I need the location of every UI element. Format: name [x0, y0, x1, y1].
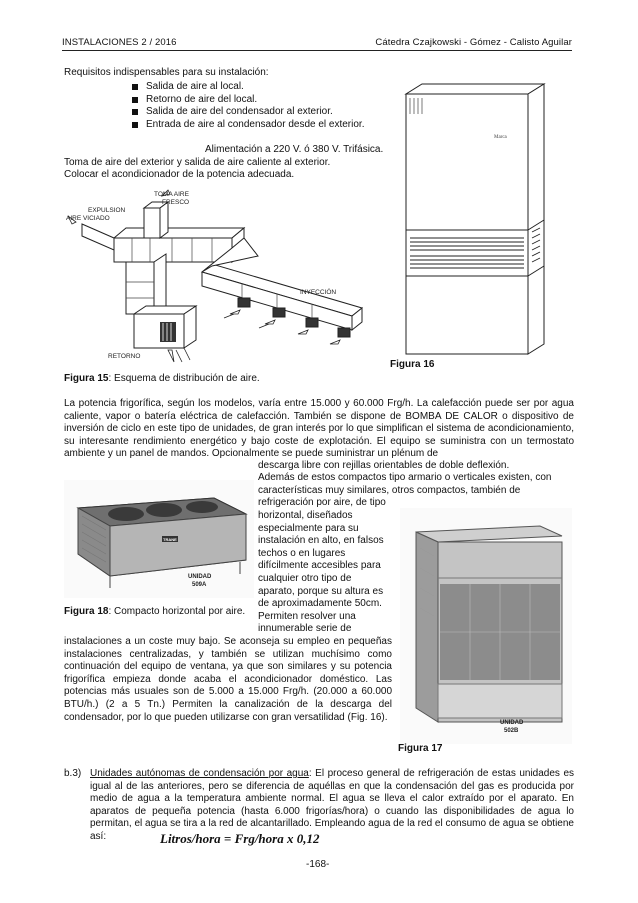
- requirements-list: [128, 81, 386, 131]
- requirements-line-2: Colocar el acondicionador de la potencia adecuada.: [64, 169, 295, 180]
- page-number: -168-: [306, 859, 330, 870]
- figure-18-caption: [64, 606, 245, 619]
- figure-15-duct-diagram: [62, 186, 387, 368]
- cabinet-brand-label: Marca: [494, 135, 507, 140]
- running-header-right: Cátedra Czajkowski - Gómez - Calisto Aguilar: [375, 37, 572, 48]
- paragraph-potencia-end: descarga libre con rejillas orientables de doble deflexión.: [258, 460, 510, 471]
- requirement-item: Retorno de aire del local.: [128, 94, 386, 107]
- header-rule: [62, 50, 572, 51]
- paragraph-column-line: cualquier otro tipo de: [258, 572, 352, 584]
- unit-509a-label-line2: 509A: [192, 582, 207, 588]
- paragraph-column-line: aparato, porque su altura es: [258, 585, 384, 597]
- paragraph-compactos-line: Además de estos compactos tipo armario o verticales existen, con: [258, 472, 552, 483]
- figure-16-caption: Figura 16: [390, 359, 435, 370]
- section-b3-title: Unidades autónomas de condensación por agua: [90, 768, 309, 779]
- section-b3-text: : El proceso general de refrigeración de estas unidades es igual al de las anteriores, pero se diferencia de aquéllas en que la condensación del gas es producida por medio de agua a la temperatura ambiente normal. El agua se lleva el calor extraído por el aparato. En aparatos de pequeña potencia (hasta 6.000 frigorías/hora) o cuando las disponibilidades de agua lo permitan, el agua se tira a la red de alcantarillado. Empleando agua de la red el consumo de agua se obtiene así:: [90, 768, 575, 842]
- running-header-left: INSTALACIONES 2 / 2016: [62, 37, 177, 48]
- water-consumption-formula: Litros/hora = Frg/hora x 0,12: [160, 831, 320, 846]
- section-b3-number: b.3): [64, 768, 82, 779]
- paragraph-column-line: especialmente para su: [258, 522, 359, 534]
- paragraph-column-line: Permiten resolver una: [258, 610, 356, 622]
- paragraph-column-line: difícilmente accesibles para: [258, 560, 381, 572]
- paragraph-compactos-lines: [258, 472, 574, 510]
- figure-18-number: Figura 18: [64, 606, 109, 617]
- label-fresco: FRESCO: [162, 199, 190, 206]
- power-supply-line: Alimentación a 220 V. ó 380 V. Trifásica.: [205, 144, 384, 155]
- paragraph-instalaciones: instalaciones a un coste muy bajo. Se aconseja su empleo en pequeñas instalaciones centralizadas, y también se utilizan muchísimo como continuación del equipo de ventana, ya que son similares y su potencia frigorífica empieza donde acaba el acondicionador doméstico. Las potencias más usuales son de 5.000 a 15.000 Frg/h. (20.000 a 60.000 BTU/h.) (2 a 5 Tn.) Permiten la canalización de la descarga del condensador, por lo que pueden utilizarse con gran versatilidad (Fig. 16).: [64, 636, 392, 723]
- paragraph-column-line: instalación en alto, en falsos: [258, 535, 384, 547]
- figure-15-caption: [64, 373, 260, 386]
- label-expulsion: EXPULSION: [88, 207, 126, 214]
- unit-502b-label-line2: 502B: [504, 728, 519, 734]
- paragraph-column-line: innumerable serie de: [258, 623, 352, 635]
- requirements-title: Requisitos indispensables para su instalación:: [64, 67, 269, 78]
- requirement-item: Entrada de aire al condensador desde el exterior.: [128, 119, 386, 132]
- figure-18-horizontal-compact-photo: [64, 480, 254, 598]
- paragraph-compactos-column: [258, 510, 392, 636]
- label-inyeccion: INYECCIÓN: [300, 289, 337, 296]
- paragraph-compactos-line: características muy similares, otros compactos, también de: [258, 484, 521, 496]
- paragraph-potencia: La potencia frigorífica, según los modelos, varía entre 15.000 y 60.000 Frg/h. La calefacción puede ser por agua caliente, vapor o batería eléctrica de calefacción. También se dispone de BOMBA DE CALOR o dispositivo de inversión de ciclo en este tipo de unidades, de gran interés por lo que simplifican el sistema de acondicionamiento, su interesante rendimiento energético y bajo coste de explotación. El equipo se suministra con un termostato ambiente y un panel de mandos. Opcionalmente se puede suministrar un plénum de: [64, 398, 574, 460]
- figure-18-text: : Compacto horizontal por aire.: [108, 606, 246, 617]
- label-aire-viciado: AIRE VICIADO: [66, 215, 110, 222]
- requirement-item: Salida de aire al local.: [128, 81, 386, 94]
- figure-15-number: Figura 15: [64, 373, 109, 384]
- paragraph-compactos-line: refrigeración por aire, de tipo: [258, 497, 386, 509]
- requirement-item: Salida de aire del condensador al exterior.: [128, 106, 386, 119]
- unit-509a-label-line1: UNIDAD: [188, 574, 212, 580]
- figure-17-caption: Figura 17: [398, 743, 443, 754]
- unit-502b-label-line1: UNIDAD: [500, 720, 524, 726]
- paragraph-column-line: horizontal, diseñados: [258, 510, 353, 521]
- figure-17-compact-unit-photo: [400, 508, 572, 744]
- label-retorno: RETORNO: [108, 353, 141, 360]
- requirements-line-1: Toma de aire del exterior y salida de aire caliente al exterior.: [64, 157, 331, 168]
- figure-15-text: : Esquema de distribución de aire.: [108, 373, 260, 384]
- paragraph-column-line: de aproximadamente 50cm.: [258, 598, 382, 610]
- figure-16-cabinet-unit: [398, 80, 556, 358]
- label-toma-aire: TOMA AIRE: [154, 191, 189, 198]
- paragraph-column-line: techos o en lugares: [258, 547, 346, 559]
- trane-brand-label: TRANE: [163, 537, 177, 542]
